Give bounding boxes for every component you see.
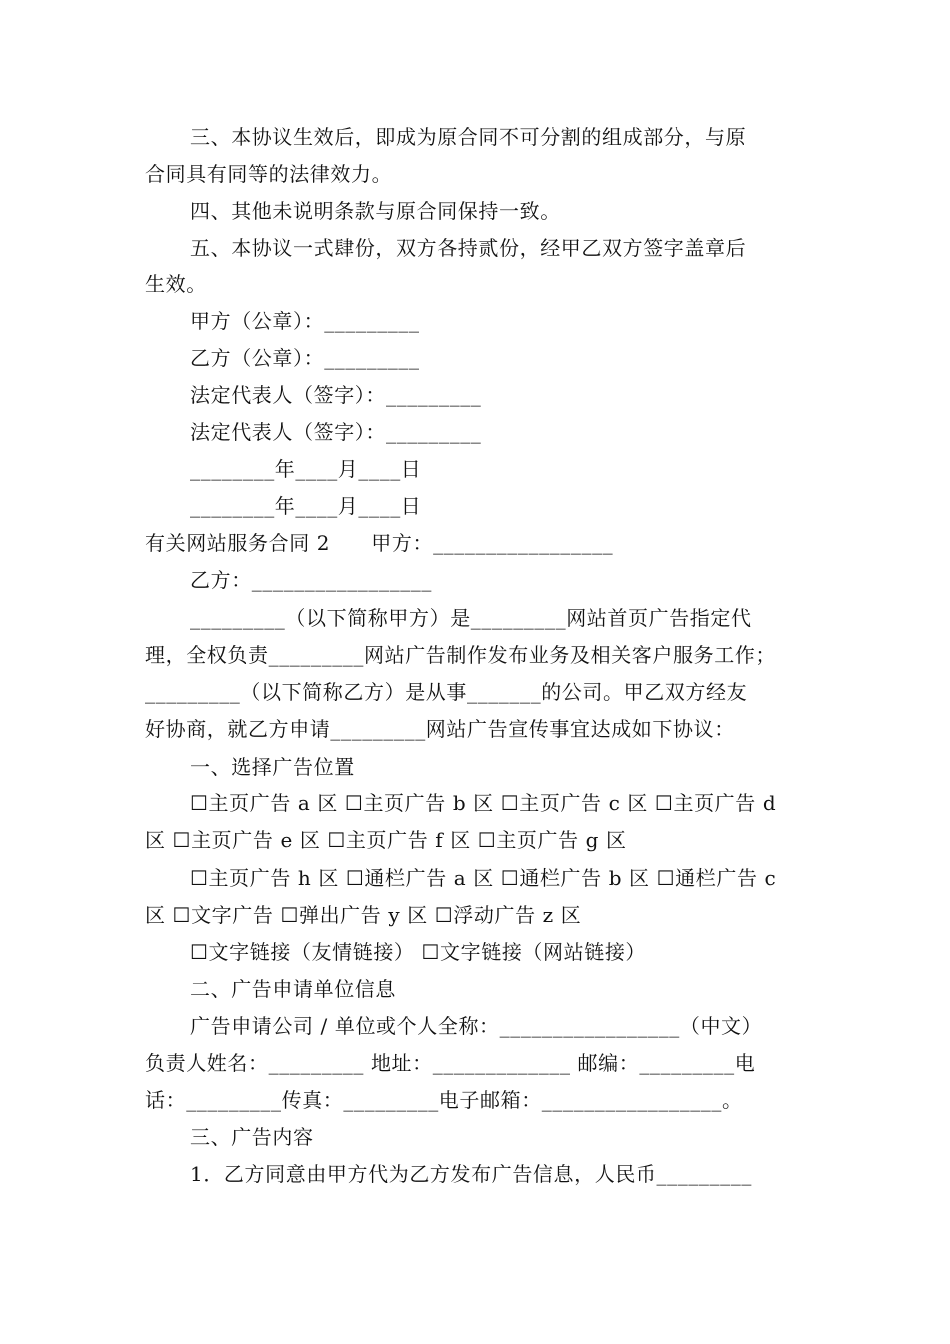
- section-1-heading: 一、选择广告位置: [190, 755, 355, 779]
- ad-options-line-2: 区 ☐主页广告 e 区 ☐主页广告 f 区 ☐主页广告 g 区: [145, 828, 627, 852]
- ad-options-line-1: ☐主页广告 a 区 ☐主页广告 b 区 ☐主页广告 c 区 ☐主页广告 d: [190, 791, 777, 815]
- clause-3-line-1: 三、本协议生效后，即成为原合同不可分割的组成部分，与原: [190, 125, 747, 149]
- legal-rep-signature-2: 法定代表人（签字）：_________: [190, 420, 482, 444]
- intro-line-4: 好协商，就乙方申请_________网站广告宣传事宜达成如下协议：: [145, 717, 735, 741]
- clause-4: 四、其他未说明条款与原合同保持一致。: [190, 199, 561, 223]
- contact-line-2: 话：_________传真：_________电子邮箱：_________________。: [145, 1088, 743, 1112]
- party-b-line: 乙方：_________________: [190, 568, 432, 592]
- intro-line-2: 理，全权负责_________网站广告制作发布业务及相关客户服务工作；: [145, 643, 776, 667]
- ad-options-line-4: 区 ☐文字广告 ☐弹出广告 y 区 ☐浮动广告 z 区: [145, 903, 582, 927]
- link-options-line: ☐文字链接（友情链接） ☐文字链接（网站链接）: [190, 940, 647, 964]
- date-line-2: ________年____月____日: [190, 494, 422, 518]
- applicant-name-line: 广告申请公司 / 单位或个人全称：_________________（中文）: [190, 1014, 763, 1038]
- date-line-1: ________年____月____日: [190, 457, 422, 481]
- intro-line-1: _________（以下简称甲方）是_________网站首页广告指定代: [190, 606, 752, 630]
- party-b-seal: 乙方（公章）：_________: [190, 346, 420, 370]
- clause-5-line-2: 生效。: [145, 272, 207, 296]
- legal-rep-signature-1: 法定代表人（签字）：_________: [190, 383, 482, 407]
- ad-options-line-3: ☐主页广告 h 区 ☐通栏广告 a 区 ☐通栏广告 b 区 ☐通栏广告 c: [190, 866, 777, 890]
- section-2-heading: 二、广告申请单位信息: [190, 977, 396, 1001]
- clause-5-line-1: 五、本协议一式肆份，双方各持贰份，经甲乙双方签字盖章后: [190, 236, 747, 260]
- contact-line-1: 负责人姓名：_________ 地址：_____________ 邮编：_________电: [145, 1051, 756, 1075]
- party-a-seal: 甲方（公章）：_________: [190, 309, 420, 333]
- ad-content-item-1: 1．乙方同意由甲方代为乙方发布广告信息，人民币_________: [190, 1162, 752, 1186]
- clause-3-line-2: 合同具有同等的法律效力。: [145, 162, 393, 186]
- intro-line-3: _________（以下简称乙方）是从事_______的公司。甲乙双方经友: [145, 680, 748, 704]
- contract-2-title: 有关网站服务合同 2 甲方：_________________: [145, 531, 614, 555]
- section-3-heading: 三、广告内容: [190, 1125, 314, 1149]
